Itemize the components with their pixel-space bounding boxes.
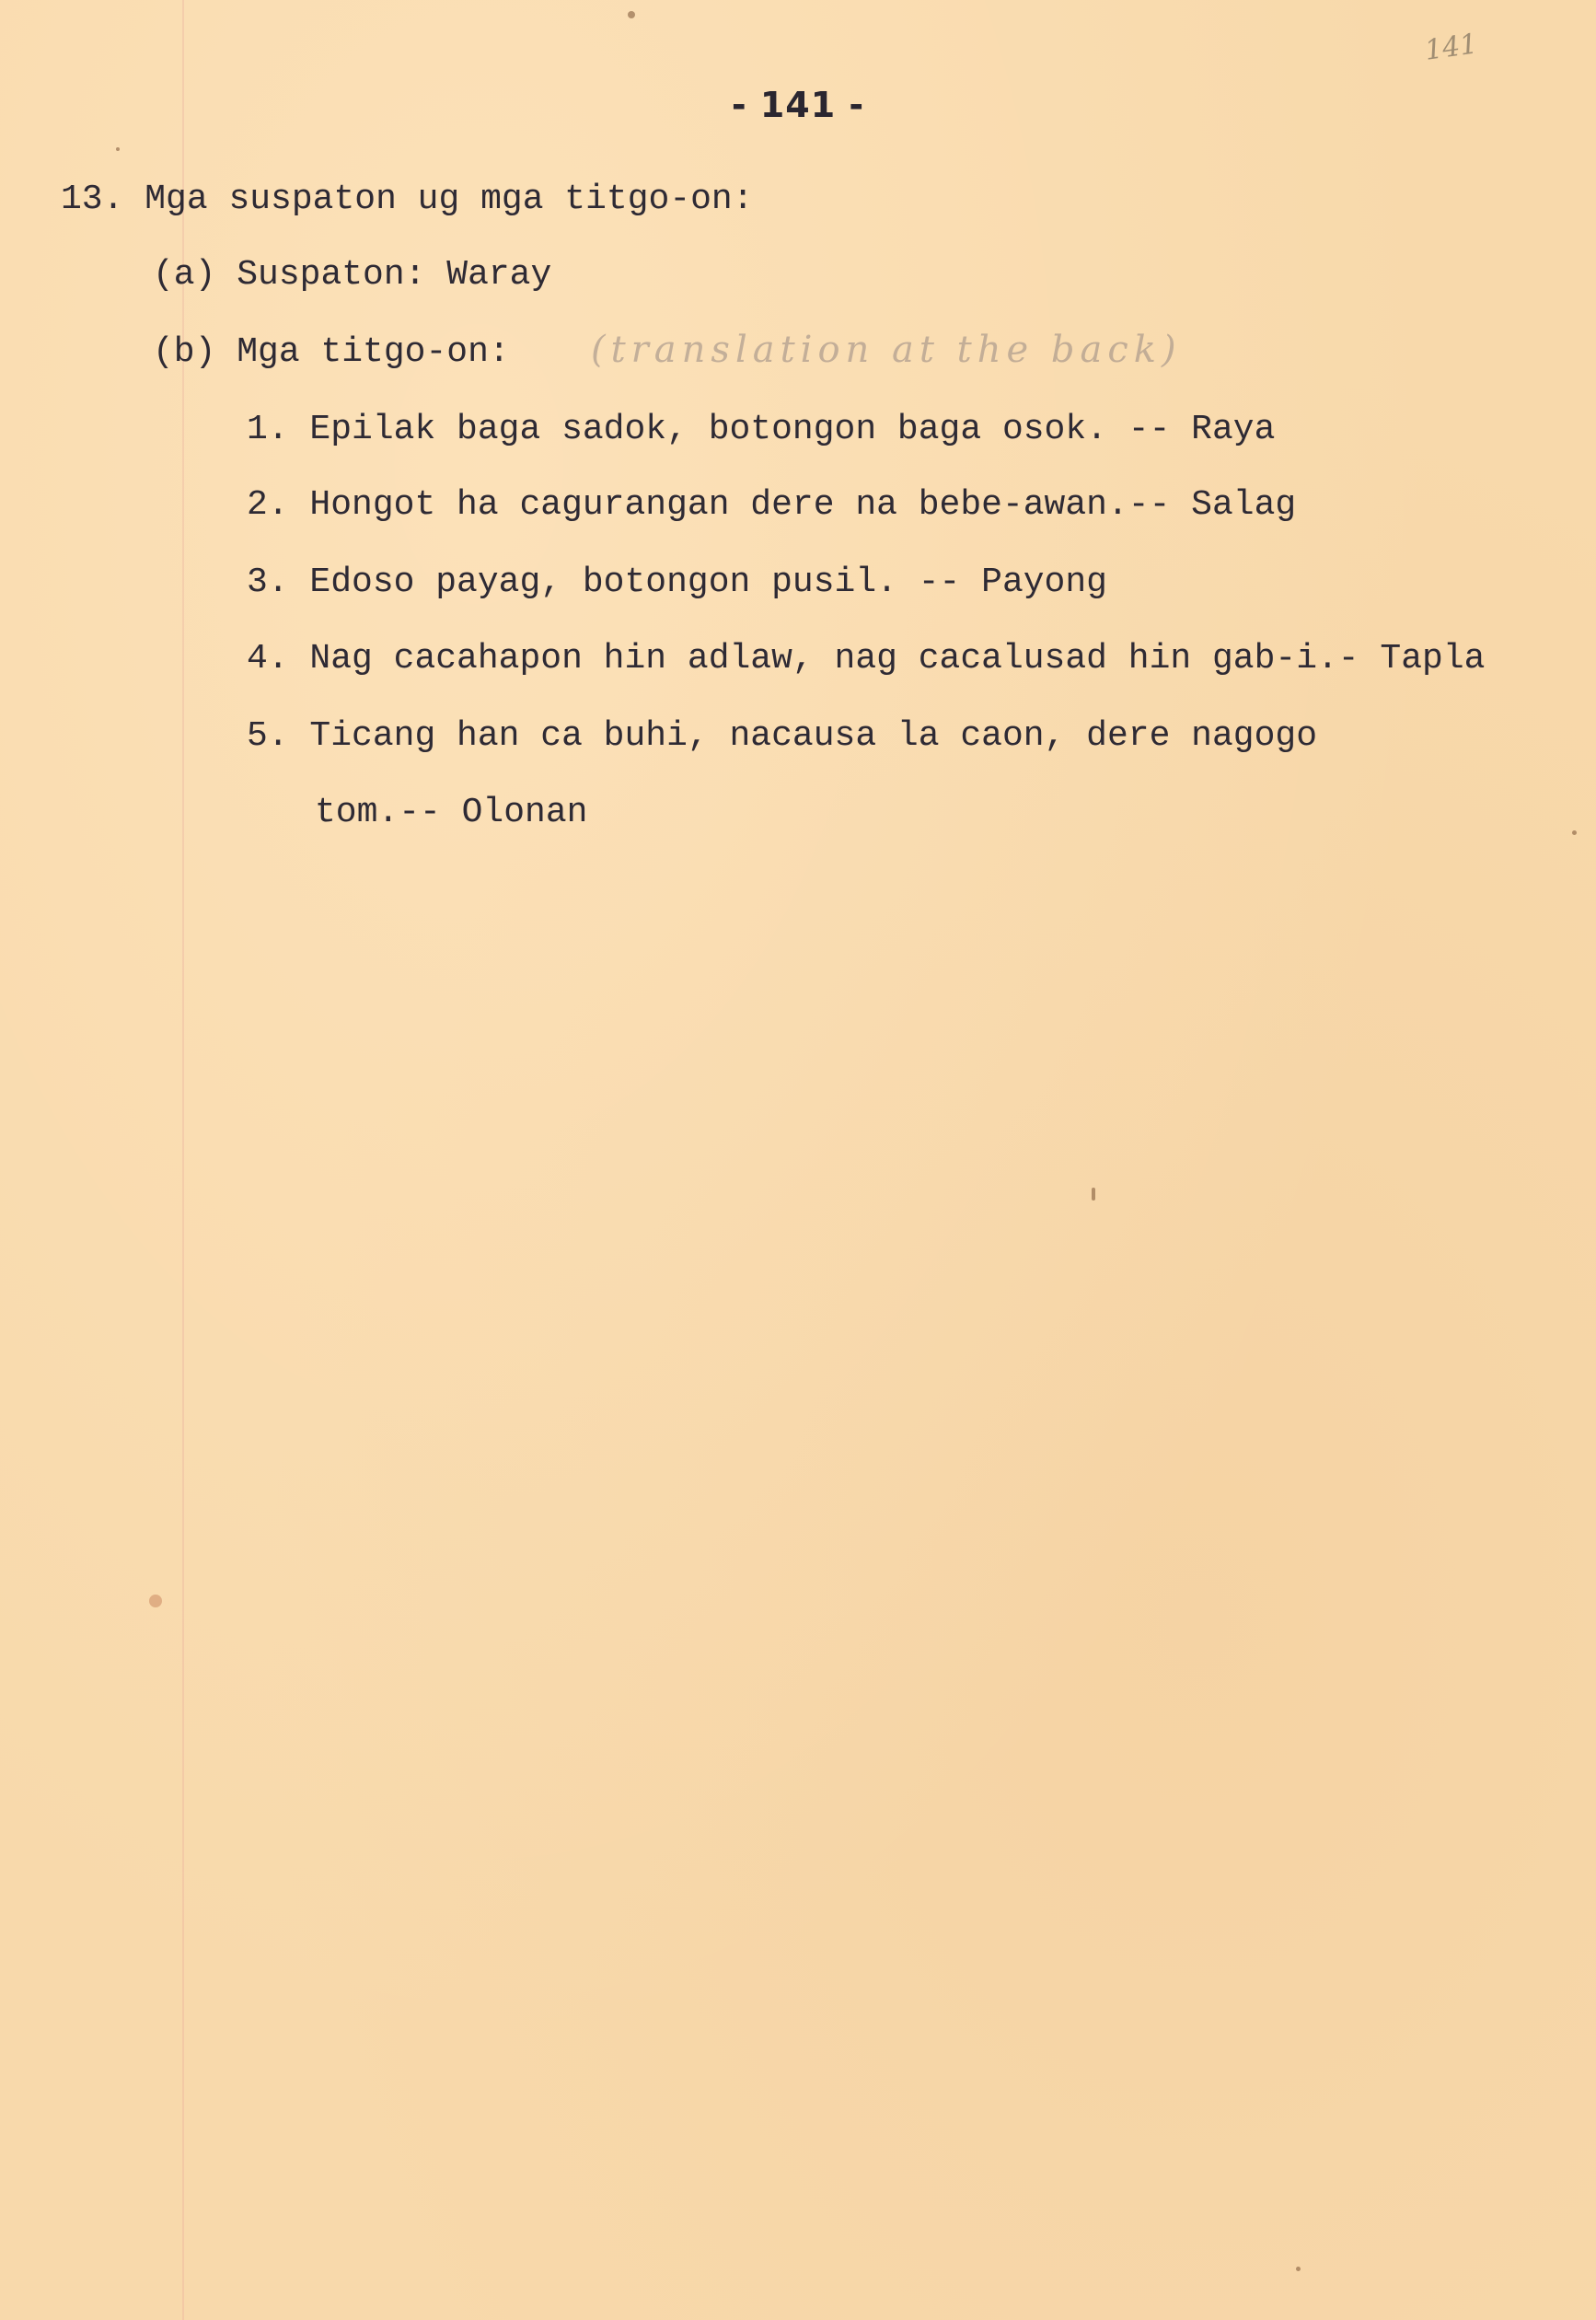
list-item	[247, 716, 1317, 756]
item-number: 4.	[247, 639, 289, 679]
heading-number: 13.	[61, 180, 124, 219]
paper-speck	[149, 1595, 162, 1607]
list-item	[247, 412, 1275, 447]
section-b-label: (b)	[153, 332, 216, 372]
section-heading	[61, 182, 754, 217]
item-number: 5.	[247, 716, 289, 756]
list-item	[247, 639, 1486, 679]
list-item	[247, 565, 1107, 600]
section-a-text: Suspaton: Waray	[237, 255, 552, 295]
section-a-label: (a)	[153, 255, 216, 295]
list-item	[247, 485, 1297, 525]
corner-page-note: 141	[1422, 28, 1480, 67]
paper-speck	[1296, 2267, 1301, 2271]
heading-text: Mga suspaton ug mga titgo-on:	[145, 180, 754, 219]
section-b	[153, 332, 510, 372]
item-text: Nag cacahapon hin adlaw, nag cacalusad hin gab-i.- Tapla	[309, 639, 1486, 679]
page-number: - 141 -	[731, 85, 865, 125]
paper-speck	[1092, 1188, 1095, 1201]
section-a	[153, 255, 552, 295]
item-number: 2.	[247, 485, 289, 525]
item-text: Hongot ha cagurangan dere na bebe-awan.-- Salag	[309, 485, 1297, 525]
item-text: Edoso payag, botongon pusil. -- Payong	[309, 563, 1107, 602]
paper-speck	[116, 147, 120, 151]
list-item-continuation: tom.-- Olonan	[315, 793, 588, 832]
section-b-text: Mga titgo-on:	[237, 332, 510, 372]
item-number: 1.	[247, 410, 289, 449]
item-text: Epilak baga sadok, botongon baga osok. -- Raya	[309, 410, 1276, 449]
handwritten-note: (translation at the back)	[591, 329, 1182, 371]
item-text: Ticang han ca buhi, nacausa la caon, dere nagogo	[309, 716, 1317, 756]
item-number: 3.	[247, 563, 289, 602]
paper-speck	[628, 11, 635, 18]
paper-speck	[1572, 830, 1577, 835]
